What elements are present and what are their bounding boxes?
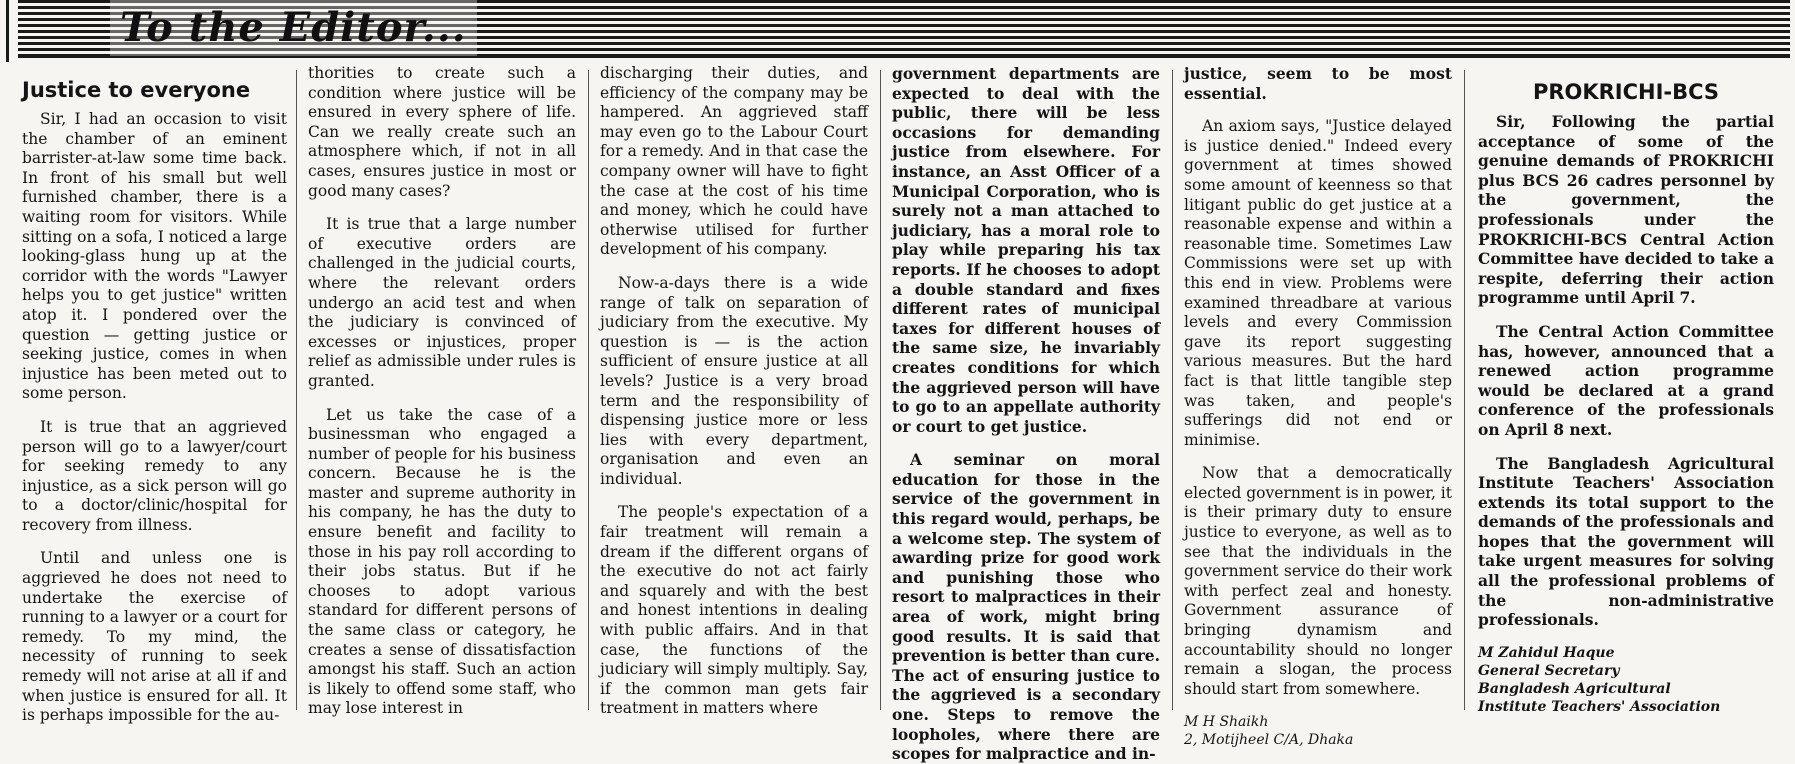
column-4 <box>892 64 1160 764</box>
signature-address: 2, Motijheel C/A, Dhaka <box>1184 732 1354 749</box>
letter-1-paragraph: It is true that a large number of executive orders are challenged in the judicial courts, where the relevant orders undergo an acid test and when the judiciary is convinced of excesses or injustices, proper relief as admissible under rules is granted. <box>308 215 576 390</box>
letter-2-paragraph: The Central Action Committee has, however, announced that a renewed action programme would be declared at a grand conference of the professionals on April 8 next. <box>1478 321 1774 439</box>
letter-1-paragraph: A seminar on moral education for those in the service of the government in this regard would, perhaps, be a welcome step. The system of awarding prize for good work and punishing those who resort to malpractices in their area of work, might bring good results. It is said that prevention is better than cure. The act of ensuring justice to the aggrieved is a secondary one. Steps to remove the loopholes, where there are scopes for malpractice and in- <box>892 450 1160 764</box>
letter-1-paragraph: Let us take the case of a businessman who engaged a number of people for his business concern. Because he is the master and supreme authority in his company, he has the duty to ensure benefit and facility to those in his pay roll according to their jobs status. But if he chooses to adopt various standard for different persons of the same class or category, he creates a sense of dissatisfaction amongst his staff. Such an action is likely to offend some staff, who may lose interest in <box>308 405 576 718</box>
letter-1-paragraph: The people's expectation of a fair treatment will remain a dream if the different organs of the executive do not act fairly and squarely and with the best and honest intentions in dealing with public affairs. And in that case, the functions of the judiciary will simply multiply. Say, if the common man gets fair treatment in matters where <box>600 503 868 718</box>
letter-1-paragraph: discharging their duties, and efficiency of the company may be hampered. An aggrieved staff may even go to the Labour Court for a remedy. And in that case the company owner will have to fight the case at the cost of his time and money, which he could have otherwise utilised for further development of his company. <box>600 64 868 259</box>
signature-title: General Secretary <box>1478 662 1620 679</box>
left-rule <box>6 0 9 62</box>
column-divider <box>588 70 589 710</box>
letters-columns <box>0 64 1795 764</box>
letter-1-paragraph: An axiom says, "Justice delayed is justice denied." Indeed every government at times showed some amount of keenness so that litigant public do get justice at a reasonable expense and within a reasonable time. Sometimes Law Commissions were set up with this end in view. Problems were examined threadbare at various levels and every Commission gave its report suggesting various measures. But the hard fact is that little tangible step was taken, and people's sufferings did not end or minimise. <box>1184 117 1452 449</box>
letter-1-signature <box>1184 713 1452 749</box>
signature-org: Institute Teachers' Association <box>1478 698 1721 715</box>
signature-name: M Zahidul Haque <box>1478 644 1615 661</box>
letter-1-paragraph: government departments are expected to deal with the public, there will be less occasions for demanding justice from elsewhere. For instance, an Asst Officer of a Municipal Corporation, who is surely not a man attached to judiciary, has a moral role to play while preparing his tax reports. If he chooses to adopt a double standard and fixes different rates of municipal taxes for different houses of the same size, he invariably creates conditions for which the aggrieved person will have to go to an appellate authority or court to get justice. <box>892 64 1160 436</box>
section-banner <box>18 0 1790 58</box>
letter-1-paragraph: It is true that an aggrieved person will go to a lawyer/court for seeking remedy to any injustice, as a sick person will go to a doctor/clinic/hospital for recovery from illness. <box>22 417 287 534</box>
letter-2-signature <box>1478 644 1774 716</box>
column-divider <box>1464 70 1465 710</box>
column-5 <box>1184 64 1452 749</box>
letter-1-paragraph: thorities to create such a condition where justice will be ensured in every sphere of life. Can we really create such an atmosphere which, if not in all cases, ensures justice in most or good many cases? <box>308 64 576 200</box>
signature-org: Bangladesh Agricultural <box>1478 680 1671 697</box>
column-divider <box>296 70 297 710</box>
column-2 <box>308 64 576 719</box>
letter-2-paragraph: Sir, Following the partial acceptance of some of the genuine demands of PROKRICHI plus BCS 26 cadres personnel by the government, the professionals under the PROKRICHI-BCS Central Action Committee have decided to take a respite, deferring their action programme until April 7. <box>1478 112 1774 308</box>
column-divider <box>1172 70 1173 710</box>
column-1 <box>22 64 287 725</box>
column-3 <box>600 64 868 719</box>
letter-2-paragraph: The Bangladesh Agricultural Institute Teachers' Association extends its total support to the demands of the professionals and hopes that the government will take urgent measures for solving all the professional problems of the non-administrative professionals. <box>1478 453 1774 630</box>
letter-1-paragraph: justice, seem to be most essential. <box>1184 64 1452 103</box>
column-divider <box>880 70 881 710</box>
letter-1-paragraph: Now that a democratically elected government is in power, it is their primary duty to ensure justice to everyone, as well as to see that the individuals in the government service do their work with perfect zeal and honesty. Government assurance of bringing dynamism and accountability should no longer remain a slogan, the process should start from somewhere. <box>1184 464 1452 698</box>
letter-1-paragraph: Now-a-days there is a wide range of talk on separation of judiciary from the executive. My question is — is the action sufficient of ensure justice at all levels? Justice is a very broad term and the responsibility of dispensing justice more or less lies with every department, organisation and even an individual. <box>600 273 868 488</box>
letter-1-title: Justice to everyone <box>22 78 251 102</box>
signature-name: M H Shaikh <box>1184 714 1269 731</box>
letter-2-title: PROKRICHI-BCS <box>1532 80 1720 104</box>
letter-1-paragraph: Sir, I had an occasion to visit the chamber of an eminent barrister-at-law some time back. In front of his small but well furnished chamber, there is a waiting room for visitors. While sitting on a sofa, I noticed a large looking-glass hung up at the corridor with the words "Lawyer helps you to get justice" written atop it. I pondered over the question — getting justice or seeking justice, comes in when injustice has been meted out to some person. <box>22 110 287 403</box>
letter-1-paragraph: Until and unless one is aggrieved he does not need to undertake the exercise of running to a lawyer or a court for remedy. To my mind, the necessity of running to seek remedy will not arise at all if and when justice is ensured for all. It is perhaps impossible for the au- <box>22 549 287 725</box>
section-title: To the Editor... <box>110 0 477 56</box>
column-6 <box>1478 64 1774 719</box>
